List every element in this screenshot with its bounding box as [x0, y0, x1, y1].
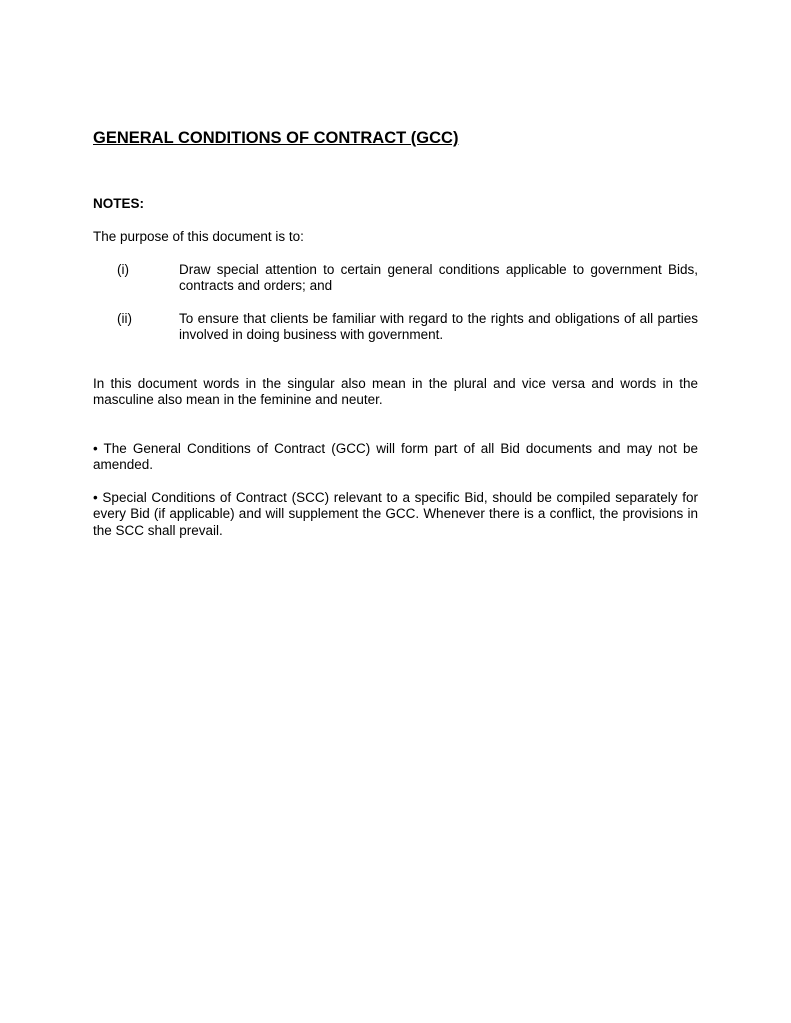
notes-heading: NOTES:	[93, 196, 145, 211]
purpose-item-number: (i)	[117, 261, 129, 277]
purpose-list	[93, 262, 698, 344]
singular-plural-note: In this document words in the singular also mean in the plural and vice versa and words in the masculine also mean in the feminine and neuter.	[93, 375, 698, 407]
purpose-item	[93, 262, 698, 295]
gcc-bullet-paragraph: • The General Conditions of Contract (GCC) will form part of all Bid documents and may not be amended.	[93, 440, 698, 472]
purpose-item-number: (ii)	[117, 310, 132, 326]
purpose-item-text: To ensure that clients be familiar with regard to the rights and obligations of all parties involved in doing business with government.	[179, 310, 698, 342]
purpose-item-text: Draw special attention to certain general conditions applicable to government Bids, contracts and orders; and	[179, 261, 698, 293]
purpose-intro: The purpose of this document is to:	[93, 229, 304, 244]
purpose-item	[93, 311, 698, 344]
scc-bullet-paragraph: • Special Conditions of Contract (SCC) relevant to a specific Bid, should be compiled separately for every Bid (if applicable) and will supplement the GCC. Whenever there is a conflict, the provisions in the SCC shall prevail.	[93, 489, 698, 538]
document-title: GENERAL CONDITIONS OF CONTRACT (GCC)	[93, 129, 459, 147]
document-body	[93, 127, 698, 539]
